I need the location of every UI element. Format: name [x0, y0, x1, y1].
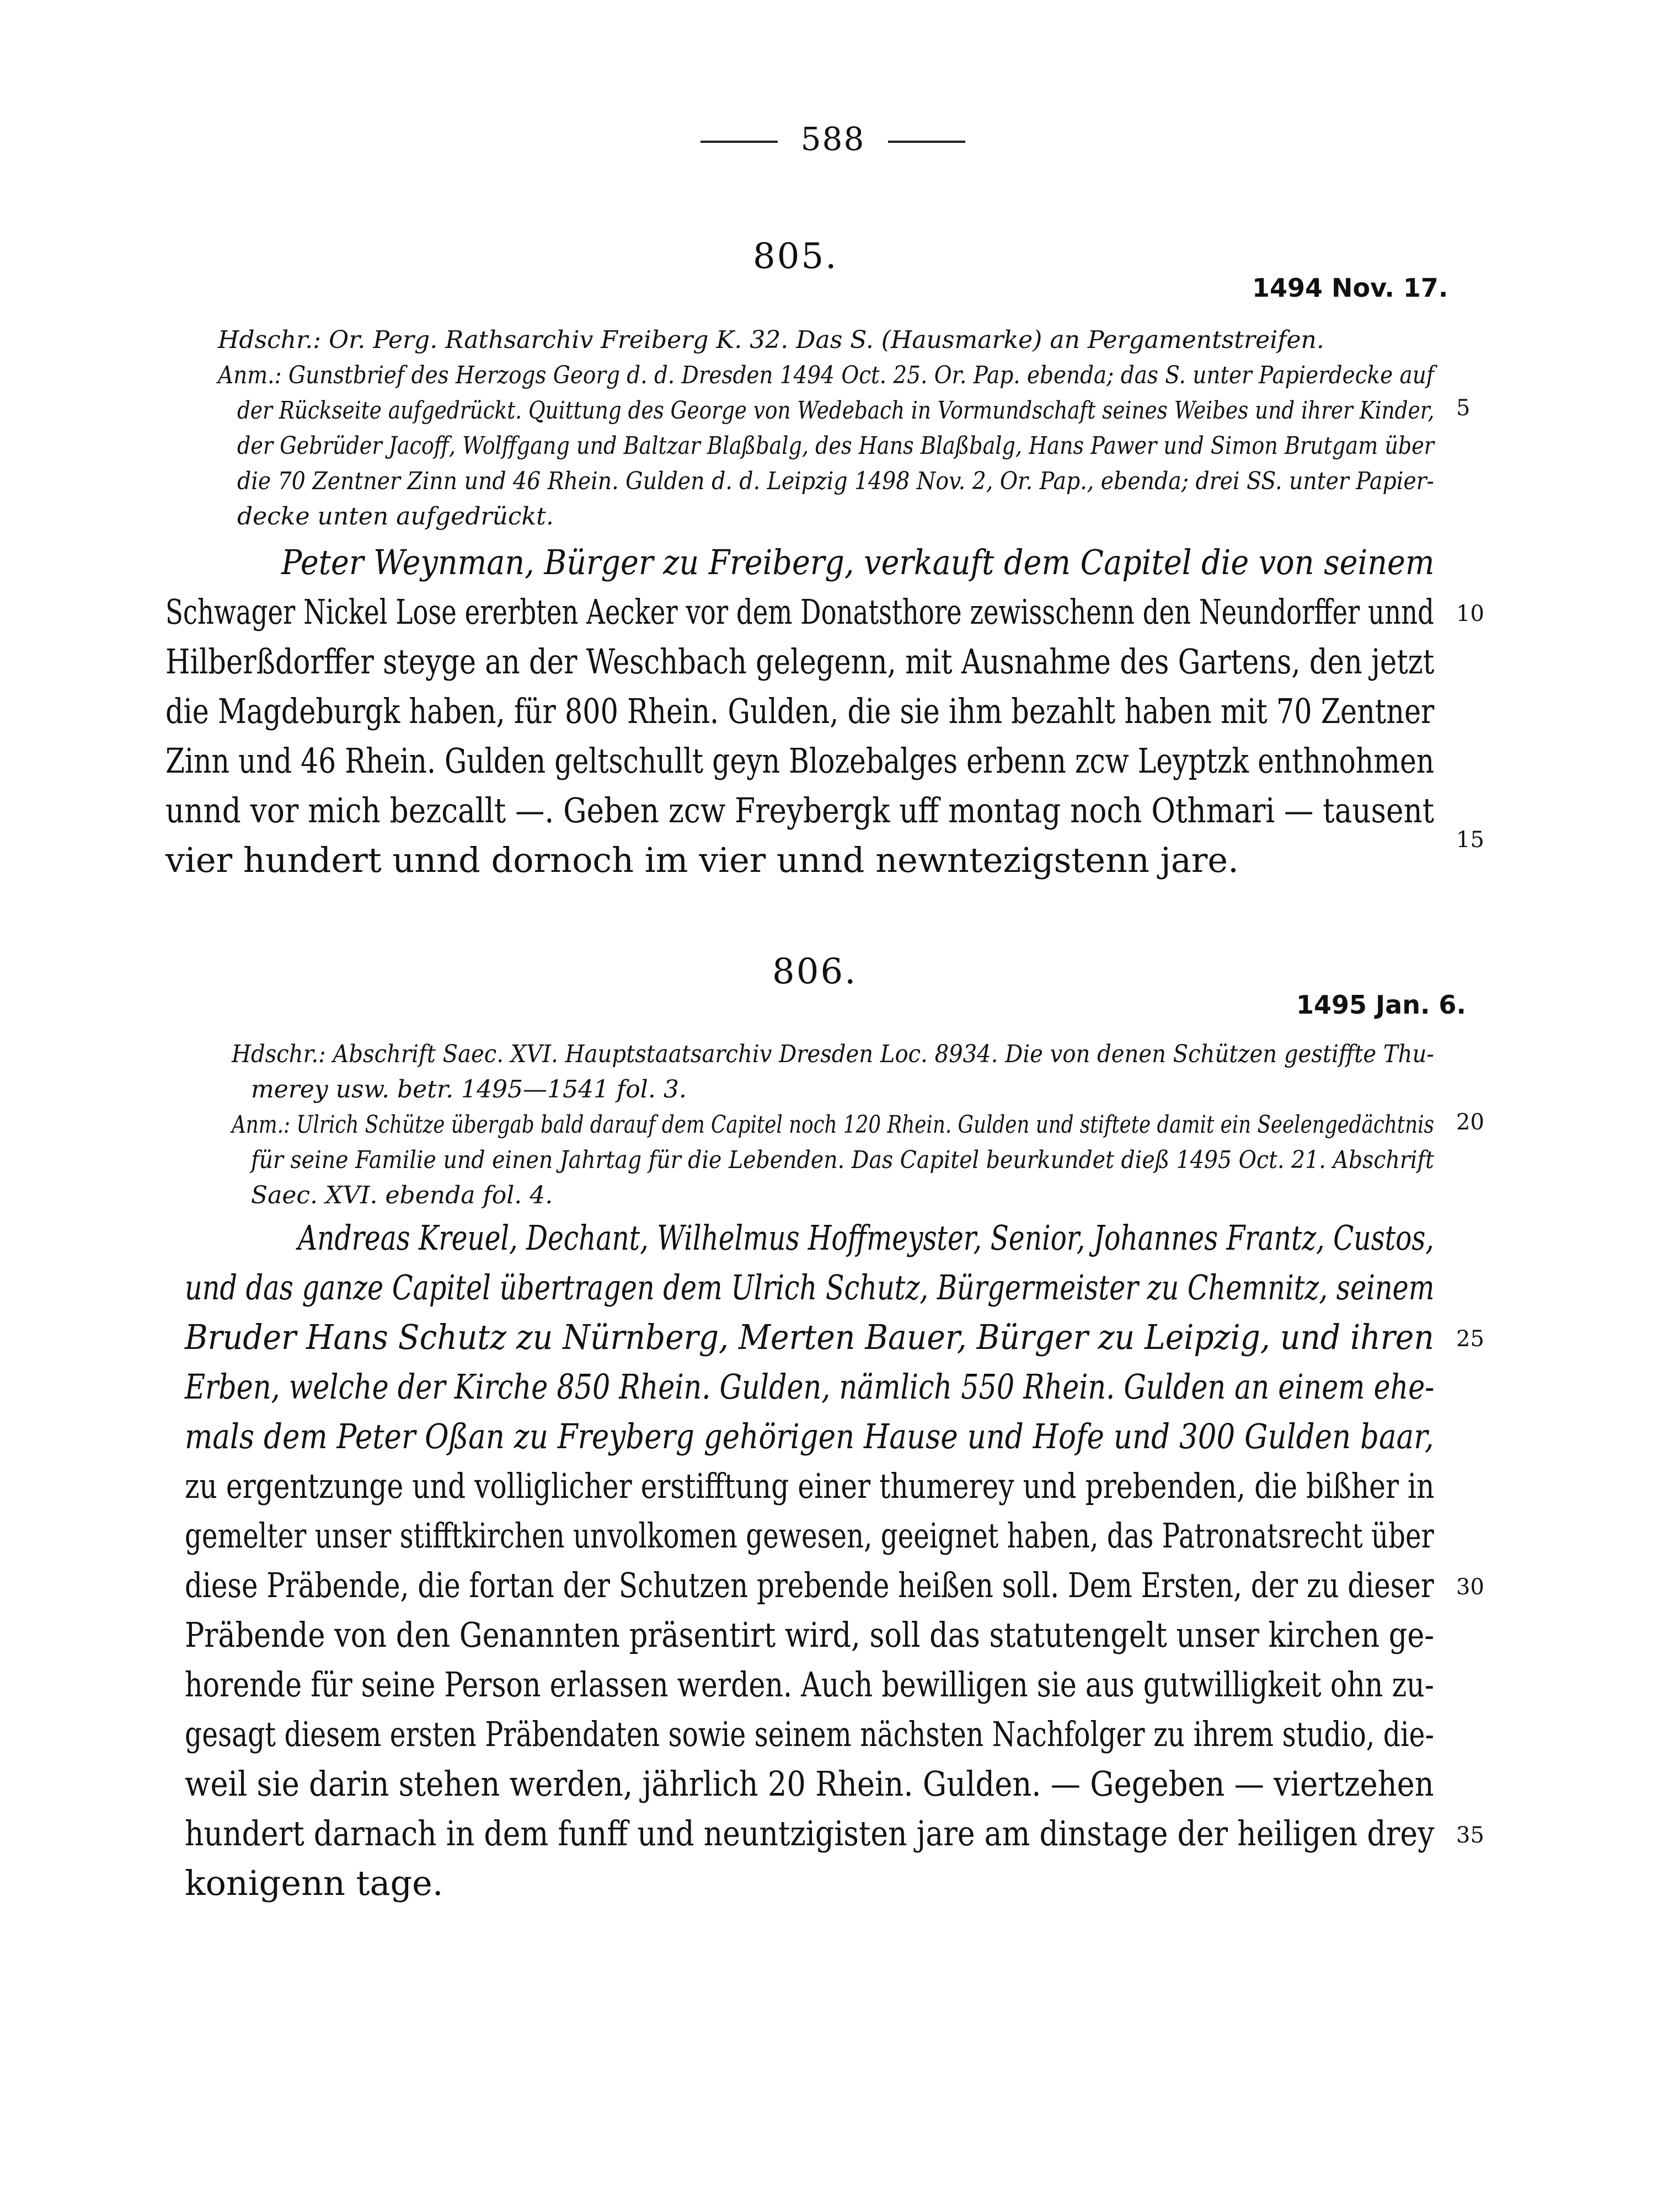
body-line: weil sie darin stehen werden, jährlich 20 Rhein. Gulden. — Gegeben — viertzehen [185, 1764, 1434, 1804]
margin-line-number: 25 [1456, 1326, 1484, 1352]
body-line: gemelter unser stifftkirchen unvolkomen gewesen, geeignet haben, das Patronatsrecht über [185, 1515, 1434, 1556]
margin-line-number: 35 [1456, 1823, 1484, 1848]
body-line: Schwager Nickel Lose ererbten Aecker vor dem Donatsthore zewisschenn den Neundorffer unnd [165, 592, 1434, 632]
body-line: Peter Weynman, Bürger zu Freiberg, verkauft dem Capitel die von seinem [281, 542, 1435, 582]
document-date: 1494 Nov. 17. [1252, 273, 1448, 303]
body-line: mals dem Peter Oßan zu Freyberg gehörigen Hause und Hofe und 300 Gulden baar, [185, 1416, 1434, 1456]
body-line: Präbende von den Genannten präsentirt wird, soll das statutengelt unser kirchen ge- [185, 1615, 1435, 1655]
body-line: gesagt diesem ersten Präbendaten sowie seinem nächsten Nachfolger zu ihrem studio, die- [185, 1714, 1434, 1754]
margin-line-number: 30 [1456, 1574, 1484, 1600]
page-number: 588 [800, 120, 865, 158]
document-date: 1495 Jan. 6. [1296, 990, 1466, 1020]
body-line: Erben, welche der Kirche 850 Rhein. Gulden, nämlich 550 Rhein. Gulden an einem ehe- [185, 1367, 1435, 1407]
body-line: horende für seine Person erlassen werden. Auch bewilligen sie aus gutwilligkeit ohn zu- [185, 1664, 1434, 1705]
body-line: diese Präbende, die fortan der Schutzen prebende heißen soll. Dem Ersten, der zu dieser [185, 1565, 1434, 1605]
body-line: die Magdeburgk haben, für 800 Rhein. Gulden, die sie ihm bezahlt haben mit 70 Zentner [165, 691, 1435, 731]
margin-line-number: 15 [1456, 827, 1484, 853]
body-line: Hilberßdorffer steyge an der Weschbach gelegenn, mit Ausnahme des Gartens, den jetzt [165, 641, 1435, 682]
note-line: merey usw. betr. 1495—1541 fol. 3. [251, 1075, 687, 1104]
note-line: der Rückseite aufgedrückt. Quittung des George von Wedebach in Vormundschaft seines Weibes und ihrer Kinder, [237, 397, 1435, 425]
note-line: Hdschr.: Abschrift Saec. XVI. Hauptstaatsarchiv Dresden Loc. 8934. Die von denen Schützen gestiffte Thu- [232, 1040, 1434, 1068]
note-line: decke unten aufgedrückt. [237, 502, 554, 531]
body-line: unnd vor mich bezcallt —. Geben zcw Freybergk uff montag noch Othmari — tausent [165, 790, 1435, 831]
page-number-header [648, 120, 1018, 158]
note-line: der Gebrüder Jacoff, Wolffgang und Baltzar Blaßbalg, des Hans Blaßbalg, Hans Pawer und Simon Brutgam über [237, 432, 1435, 460]
body-line: konigenn tage. [185, 1863, 443, 1903]
body-line: hundert darnach in dem funff und neuntzigisten jare am dinstage der heiligen drey [185, 1813, 1435, 1854]
document-number: 805. [753, 236, 838, 277]
body-line: zu ergentzunge und volliglicher erstifftung einer thumerey und prebenden, die bißher in [185, 1466, 1435, 1506]
margin-line-number: 5 [1456, 395, 1471, 421]
note-line: für seine Familie und einen Jahrtag für die Lebenden. Das Capitel beurkundet dieß 1495 Oct. 21. Abschrift [251, 1146, 1434, 1174]
note-line: die 70 Zentner Zinn und 46 Rhein. Gulden d. d. Leipzig 1498 Nov. 2, Or. Pap., ebenda; drei SS. unter Papier- [237, 467, 1434, 495]
document-number: 806. [772, 951, 858, 992]
right-rule [888, 141, 965, 143]
body-line: und das ganze Capitel übertragen dem Ulrich Schutz, Bürgermeister zu Chemnitz, seinem [185, 1267, 1435, 1308]
note-line: Anm.: Gunstbrief des Herzogs Georg d. d. Dresden 1494 Oct. 25. Or. Pap. ebenda; das S. unter Papierdecke auf [218, 361, 1435, 389]
body-line: Zinn und 46 Rhein. Gulden geltschullt geyn Blozebalges erbenn zcw Leyptzk enthnohmen [165, 741, 1435, 781]
margin-line-number: 20 [1456, 1110, 1484, 1135]
body-line: Bruder Hans Schutz zu Nürnberg, Merten Bauer, Bürger zu Leipzig, und ihren [185, 1317, 1434, 1357]
note-line: Hdschr.: Or. Perg. Rathsarchiv Freiberg K. 32. Das S. (Hausmarke) an Pergamentstreifen. [218, 326, 1324, 354]
body-line: Andreas Kreuel, Dechant, Wilhelmus Hoffmeyster, Senior, Johannes Frantz, Custos, [298, 1218, 1434, 1258]
left-rule [701, 141, 778, 143]
note-line: Anm.: Ulrich Schütze übergab bald darauf dem Capitel noch 120 Rhein. Gulden und stiftete damit ein Seelengedächtnis [232, 1111, 1434, 1139]
body-line: vier hundert unnd dornoch im vier unnd newntezigstenn jare. [165, 840, 1239, 880]
note-line: Saec. XVI. ebenda fol. 4. [251, 1181, 553, 1209]
margin-line-number: 10 [1456, 601, 1484, 626]
